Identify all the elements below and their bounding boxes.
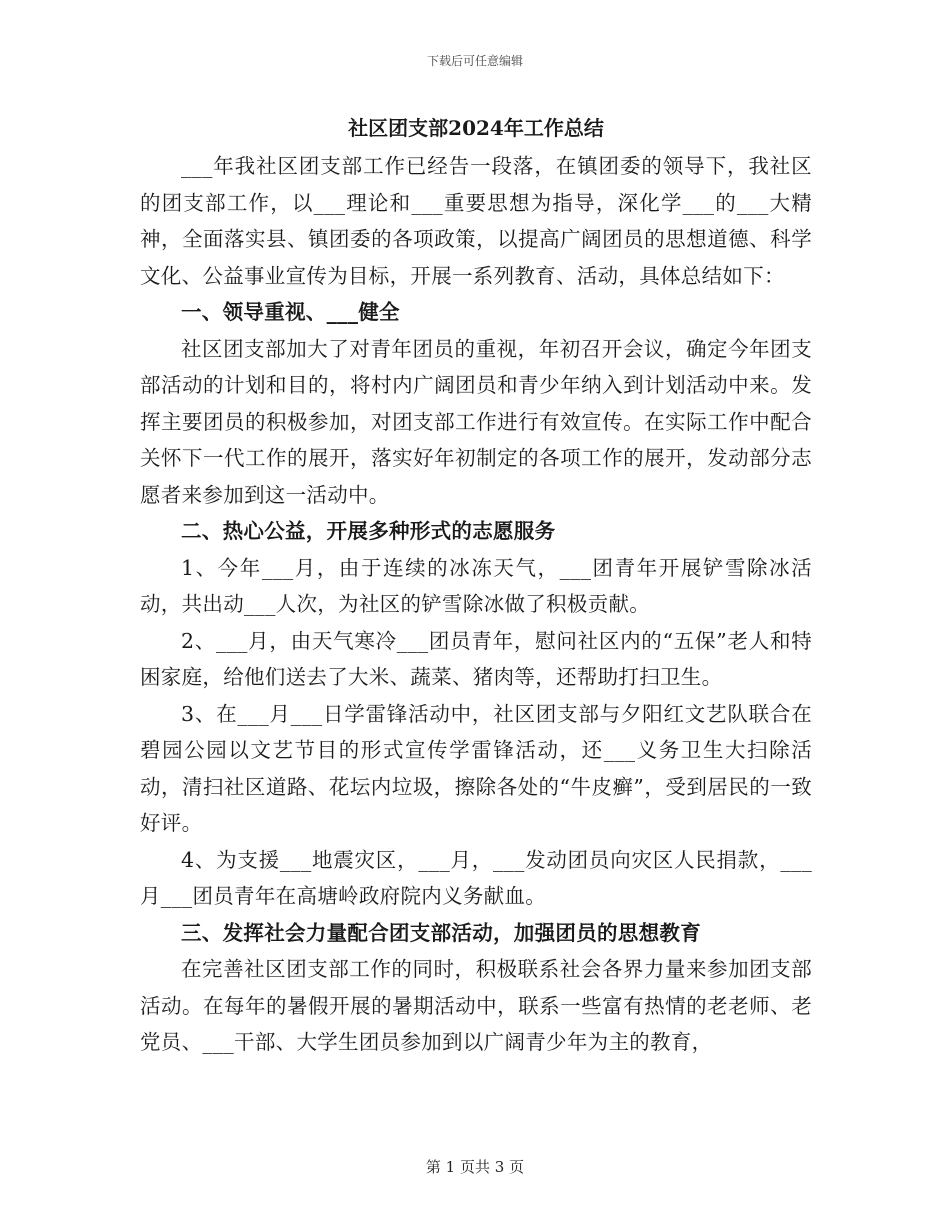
section-heading-1: 一、领导重视、___健全 (181, 300, 400, 324)
list-item-1: 1、今年___月，由于连续的冰冻天气，___团青年开展铲雪除冰活动，共出动___人次，为社区的铲雪除冰做了积极贡献。 (140, 555, 812, 616)
page-footer: 第 1 页共 3 页 (425, 1158, 525, 1176)
page-header: 下载后可任意编辑 (426, 54, 523, 68)
section-3-paragraph: 在完善社区团支部工作的同时，积极联系社会各界力量来参加团支部活动。在每年的暑假开展的暑期活动中，联系一些富有热情的老老师、老党员、___干部、大学生团员参加到以广阔青少年为主的教育， (140, 957, 812, 1054)
section-heading-3: 三、发挥社会力量配合团支部活动，加强团员的思想教育 (181, 920, 701, 945)
document-body (140, 108, 812, 1061)
document-title: 社区团支部2024年工作总结 (348, 116, 604, 140)
list-item-4: 4、为支援___地震灾区，___月，___发动团员向灾区人民捐款，___月___团员青年在高塘岭政府院内义务献血。 (140, 847, 812, 908)
list-item-2: 2、___月，由天气寒冷___团员青年，慰问社区内的“五保”老人和特困家庭，给他们送去了大米、蔬菜、猪肉等，还帮助打扫卫生。 (140, 628, 812, 689)
list-item-3: 3、在___月___日学雷锋活动中，社区团支部与夕阳红文艺队联合在碧园公园以文艺节目的形式宣传学雷锋活动，还___义务卫生大扫除活动，清扫社区道路、花坛内垃圾，擦除各处的“牛皮癣”，受到居民的一致好评。 (140, 701, 812, 835)
section-heading-2: 二、热心公益，开展多种形式的志愿服务 (181, 519, 556, 543)
intro-paragraph: ___年我社区团支部工作已经告一段落，在镇团委的领导下，我社区的团支部工作，以___理论和___重要思想为指导，深化学___的___大精神，全面落实县、镇团委的各项政策，以提高广阔团员的思想道德、科学文化、公益事业宣传为目标，开展一系列教育、活动，具体总结如下： (140, 154, 812, 288)
section-1-paragraph: 社区团支部加大了对青年团员的重视，年初召开会议，确定今年团支部活动的计划和目的，将村内广阔团员和青少年纳入到计划活动中来。发挥主要团员的积极参加，对团支部工作进行有效宣传。在实际工作中配合关怀下一代工作的展开，落实好年初制定的各项工作的展开，发动部分志愿者来参加到这一活动中。 (140, 336, 812, 507)
